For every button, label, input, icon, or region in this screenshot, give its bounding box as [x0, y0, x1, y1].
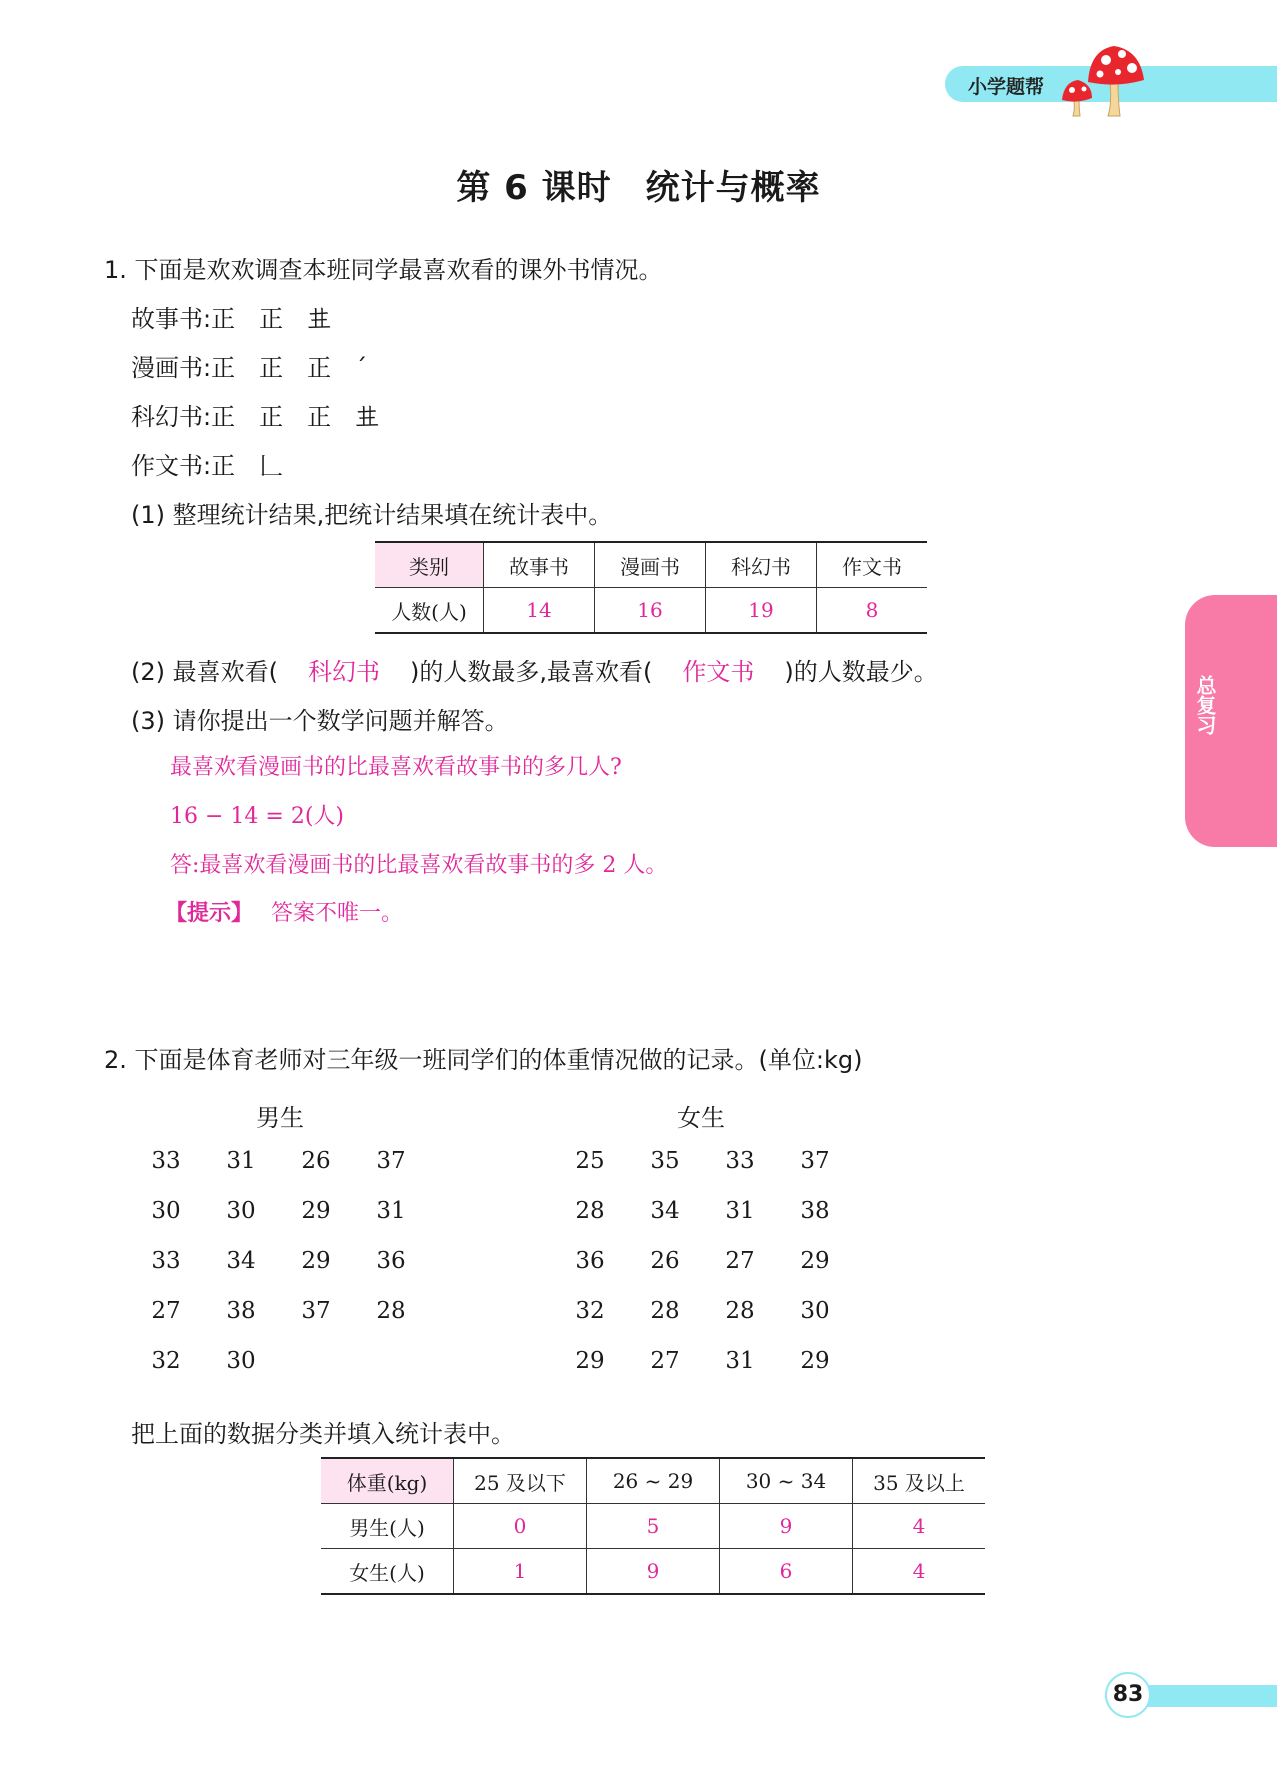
part2-answer-least: 作文书: [682, 658, 755, 686]
tally-label: 漫画书:: [131, 354, 212, 382]
table-header-cell: 26 ~ 29: [587, 1458, 720, 1504]
girls-title: 女生: [677, 1104, 725, 1132]
weight-value: 38: [800, 1198, 830, 1224]
q1-part1: (1) 整理统计结果,把统计结果填在统计表中。: [131, 501, 613, 529]
tally-label: 作文书:: [131, 452, 212, 480]
answer-cell: 1: [454, 1549, 587, 1595]
part2-prefix: (2) 最喜欢看(: [131, 658, 278, 686]
weight-value: 27: [151, 1298, 181, 1324]
table-header-cell: 25 及以下: [454, 1458, 587, 1504]
q1-part2: [131, 652, 938, 687]
weight-value: 37: [376, 1148, 406, 1174]
weight-value: 30: [151, 1198, 181, 1224]
hint-label: 【提示】: [165, 901, 254, 926]
weight-value: 28: [650, 1298, 680, 1324]
weight-value: 37: [301, 1298, 331, 1324]
tally-row: [131, 348, 367, 383]
lesson-number: 第 6 课时: [456, 168, 612, 208]
book-stats-table: [375, 541, 927, 634]
page-number-bar: [1130, 1685, 1277, 1707]
answer-cell: 6: [720, 1549, 853, 1595]
brand-label: 小学题帮: [968, 76, 1045, 98]
weight-value: 26: [650, 1248, 680, 1274]
answer-final: 答:最喜欢看漫画书的比最喜欢看故事书的多 2 人。: [170, 853, 668, 878]
tally-label: 故事书:: [131, 305, 212, 333]
answer-cell: 5: [587, 1504, 720, 1549]
weight-value: 33: [725, 1148, 755, 1174]
weight-value: 30: [226, 1198, 256, 1224]
row-label: 男生(人): [321, 1504, 454, 1549]
table-header-row: [375, 542, 927, 588]
weight-value: 35: [650, 1148, 680, 1174]
table-header-cell: 作文书: [817, 542, 928, 588]
tally-marks: 正 正 𠀎: [211, 305, 332, 333]
mushroom-logo: [1060, 42, 1152, 118]
tally-row: [131, 299, 331, 334]
boys-title: 男生: [256, 1104, 304, 1132]
answer-cell: 4: [853, 1549, 986, 1595]
weight-value: 26: [301, 1148, 331, 1174]
q1-stem: 1. 下面是欢欢调查本班同学最喜欢看的课外书情况。: [104, 256, 663, 284]
weight-value: 37: [800, 1148, 830, 1174]
answer-calculation: 16 − 14 = 2(人): [170, 804, 344, 829]
weight-value: 29: [575, 1348, 605, 1374]
table-header-row: [321, 1458, 985, 1504]
answer-cell: 14: [484, 588, 595, 634]
weight-value: 29: [301, 1198, 331, 1224]
table-header-cell: 科幻书: [706, 542, 817, 588]
table-row: [321, 1549, 985, 1595]
tally-marks: 正 正 正 𠀎: [211, 403, 380, 431]
weight-value: 29: [301, 1248, 331, 1274]
weight-value: 31: [725, 1348, 755, 1374]
tally-row: [131, 397, 379, 432]
weight-value: 28: [575, 1198, 605, 1224]
lesson-topic: 统计与概率: [645, 168, 821, 208]
weight-value: 25: [575, 1148, 605, 1174]
weight-value: 33: [151, 1248, 181, 1274]
weight-value: 38: [226, 1298, 256, 1324]
tally-marks: 正 𠃊: [211, 452, 284, 480]
weight-value: 33: [151, 1148, 181, 1174]
hint-text: 答案不唯一。: [271, 901, 404, 926]
weight-value: 36: [376, 1248, 406, 1274]
weight-value: 34: [226, 1248, 256, 1274]
weight-value: 31: [376, 1198, 406, 1224]
weight-value: 32: [575, 1298, 605, 1324]
answer-cell: 8: [817, 588, 928, 634]
hint: [165, 896, 403, 927]
section-side-tab-label: 总复习: [1193, 675, 1217, 735]
table-row: [375, 588, 927, 634]
table-header-cell: 类别: [375, 542, 484, 588]
q2-instruction: 把上面的数据分类并填入统计表中。: [131, 1420, 515, 1448]
answer-cell: 9: [720, 1504, 853, 1549]
tally-row: [131, 446, 283, 481]
page-title: [0, 160, 1277, 209]
weight-value: 28: [725, 1298, 755, 1324]
table-row: [321, 1504, 985, 1549]
table-header-cell: 35 及以上: [853, 1458, 986, 1504]
part2-suffix: )的人数最少。: [784, 658, 938, 686]
weight-value: 36: [575, 1248, 605, 1274]
table-header-cell: 30 ~ 34: [720, 1458, 853, 1504]
weight-value: 29: [800, 1348, 830, 1374]
row-label: 女生(人): [321, 1549, 454, 1595]
table-header-cell: 故事书: [484, 542, 595, 588]
weight-value: 27: [650, 1348, 680, 1374]
q2-stem: 2. 下面是体育老师对三年级一班同学们的体重情况做的记录。(单位:kg): [104, 1046, 863, 1074]
weight-value: 32: [151, 1348, 181, 1374]
weight-value: 29: [800, 1248, 830, 1274]
weight-stats-table: [321, 1457, 985, 1595]
weight-value: 27: [725, 1248, 755, 1274]
table-header-cell: 体重(kg): [321, 1458, 454, 1504]
weight-value: 28: [376, 1298, 406, 1324]
weight-value: 31: [226, 1148, 256, 1174]
answer-cell: 4: [853, 1504, 986, 1549]
part2-answer-most: 科幻书: [308, 658, 380, 686]
part2-middle: )的人数最多,最喜欢看(: [410, 658, 653, 686]
answer-cell: 19: [706, 588, 817, 634]
row-label: 人数(人): [375, 588, 484, 634]
answer-cell: 0: [454, 1504, 587, 1549]
q1-part3: (3) 请你提出一个数学问题并解答。: [131, 707, 509, 735]
weight-value: 31: [725, 1198, 755, 1224]
answer-question: 最喜欢看漫画书的比最喜欢看故事书的多几人?: [170, 755, 622, 780]
answer-cell: 9: [587, 1549, 720, 1595]
table-header-cell: 漫画书: [595, 542, 706, 588]
weight-value: 30: [226, 1348, 256, 1374]
weight-value: 30: [800, 1298, 830, 1324]
weight-value: 34: [650, 1198, 680, 1224]
tally-label: 科幻书:: [131, 403, 212, 431]
page-number: 83: [1105, 1672, 1151, 1718]
answer-cell: 16: [595, 588, 706, 634]
tally-marks: 正 正 正 ˊ: [211, 354, 368, 382]
